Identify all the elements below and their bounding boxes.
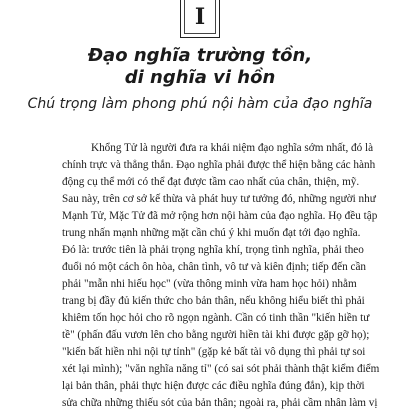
chapter-subtitle: Chú trọng làm phong phú nội hàm của đạo nghĩa (27, 96, 373, 112)
body-line: Đó là: trước tiên là phải trọng nghĩa khí, trọng tình nghĩa, phải theo (62, 244, 364, 256)
body-line: trung nhấn mạnh những mặt cần chú ý khi muốn đạt tới đạo nghĩa. (62, 227, 361, 239)
body-line: xét lại mình); "văn nghĩa năng tỉ" (có sai sót phải thành thật kiểm điểm (62, 363, 380, 375)
body-line: đuổi nó một cách ôn hòa, chân tình, vô tư và kiên định; tiếp đến cần (62, 261, 367, 273)
body-line: chính trực và thẳng thắn. Đạo nghĩa phải được thể hiện bằng các hành (62, 159, 376, 171)
body-line: trang bị đầy đủ kiến thức cho bản thân, nếu không hiểu biết thì phải (62, 295, 365, 307)
body-line: khiêm tốn học hỏi cho rõ ngọn ngành. Cần có tinh thần "kiến hiền tư (62, 312, 370, 324)
body-line: tề" (phấn đấu vươn lên cho bằng người hiền tài khi được gặp gỡ họ); (62, 329, 370, 341)
chapter-numeral: I (194, 4, 206, 30)
body-line: "kiến bất hiền nhi nội tự tỉnh" (gặp kẻ bất tài vô dụng thì phải tự soi (62, 346, 366, 358)
body-line: Mạnh Tử, Mặc Tử đã mở rộng hơn nội hàm của đạo nghĩa. Họ đều tập (62, 210, 378, 222)
chapter-title-line-2: di nghĩa vi hồn (124, 67, 276, 88)
body-line: động cụ thể mới có thể đạt được tầm cao nhất của chân, thiện, mỹ. (62, 176, 360, 188)
body-line: Sau này, trên cơ sở kế thừa và phát huy tư tưởng đó, những người như (62, 193, 376, 205)
chapter-number-box (180, 0, 220, 38)
body-line: lại bản thân, phải thực hiện được các điều nghĩa đúng đắn), kịp thời (62, 380, 365, 392)
body-line: phải "mẫn nhi hiếu học" (vừa thông minh vừa ham học hỏi) nhằm (62, 278, 357, 290)
body-line: sửa chữa những thiếu sót của bản thân; ngoài ra, phải cầm nhân làm vị (62, 397, 378, 409)
body-line: Khổng Tử là người đưa ra khái niệm đạo nghĩa sớm nhất, đó là (91, 142, 374, 154)
chapter-title-line-1: Đạo nghĩa trường tồn, (87, 45, 313, 66)
